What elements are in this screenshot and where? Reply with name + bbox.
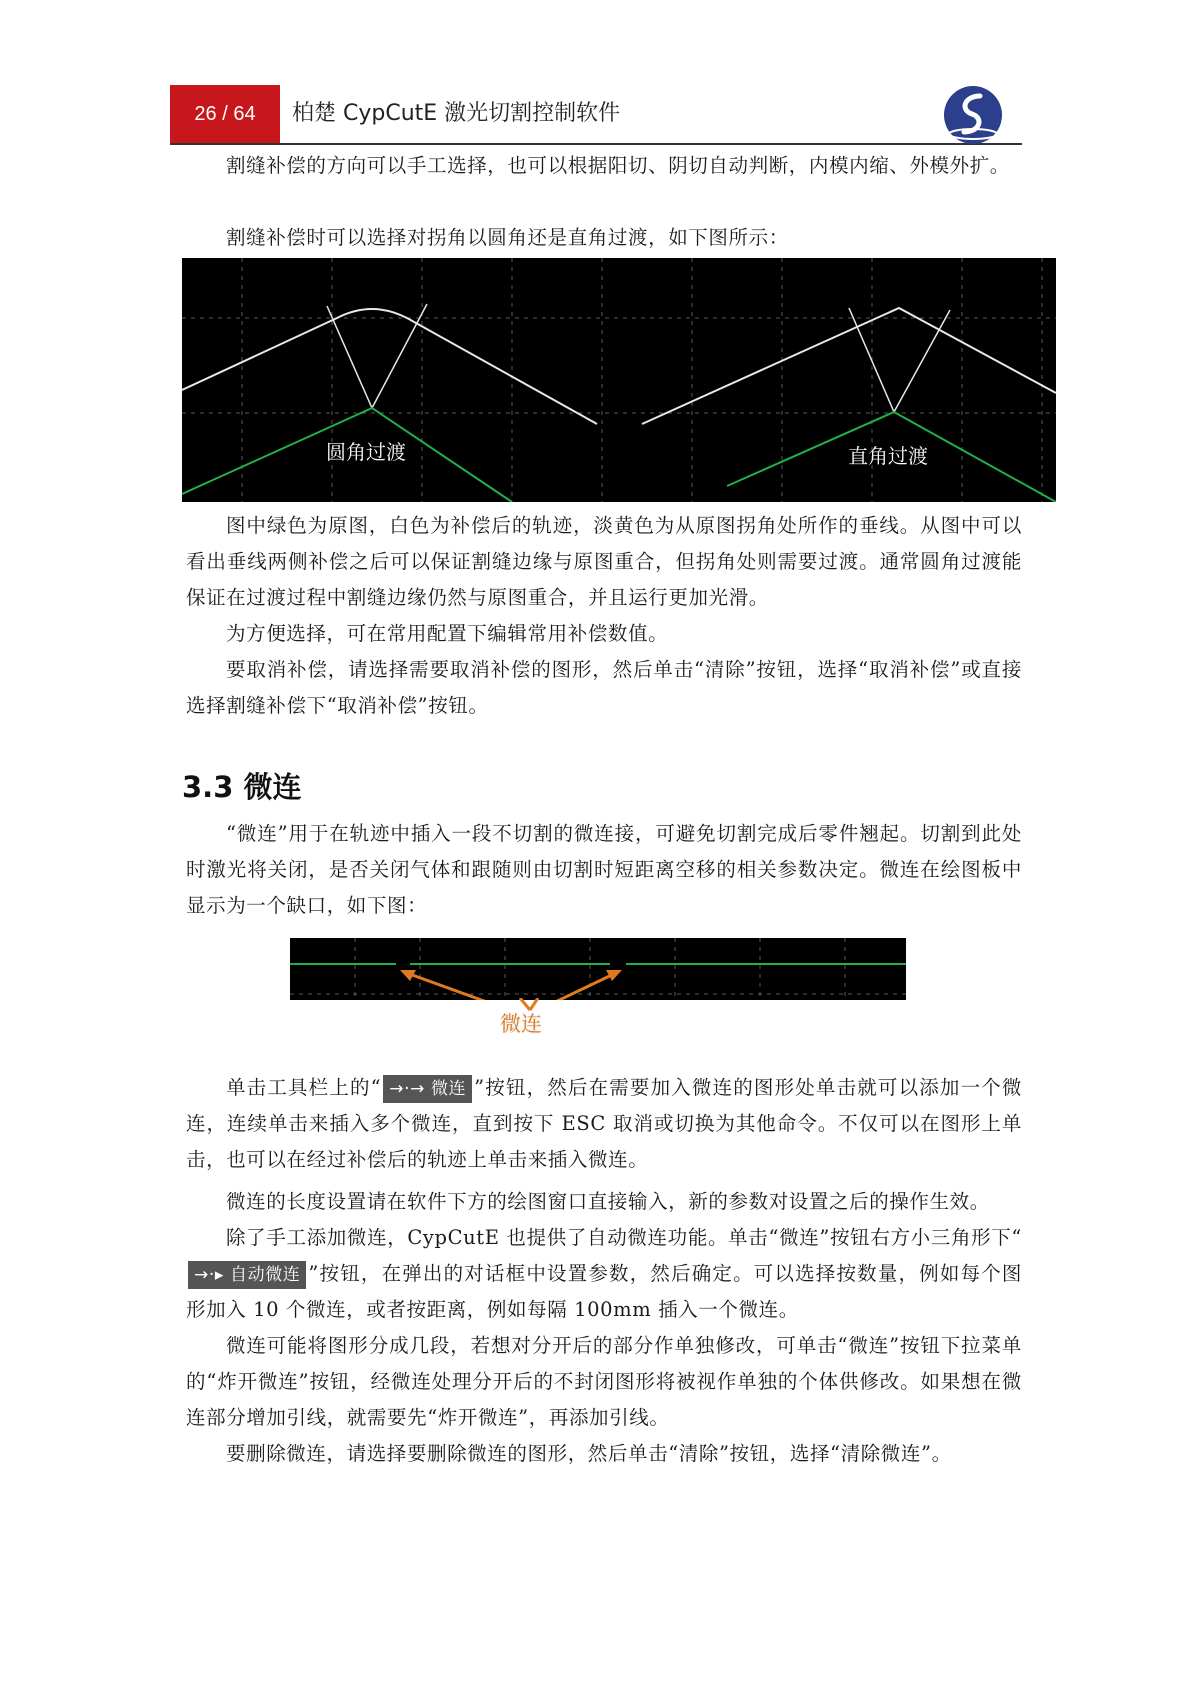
text-before-button: 单击工具栏上的“: [226, 1076, 382, 1099]
section-heading-micro-joint: 3.3 微连: [182, 770, 302, 804]
paragraph-figure-explanation: 图中绿色为原图，白色为补偿后的轨迹，淡黄色为从原图拐角处所作的垂线。从图中可以看出垂线两侧补偿之后可以保证割缝边缘与原图重合，但拐角处则需要过渡。通常圆角过渡能保证在过渡过程中割缝边缘仍然与原图重合，并且运行更加光滑。: [186, 514, 1022, 609]
micro-joint-button-label: 微连: [430, 1078, 467, 1099]
paragraph-delete-micro-joint: 要删除微连，请选择要删除微连的图形，然后单击“清除”按钮，选择“清除微连”。: [226, 1442, 952, 1465]
paragraph-cancel-compensation: 要取消补偿，请选择需要取消补偿的图形，然后单击“清除”按钮，选择“取消补偿”或直接选择割缝补偿下“取消补偿”按钮。: [186, 658, 1022, 717]
page-number-badge: [170, 85, 280, 143]
label-round-transition: 圆角过渡: [326, 440, 406, 464]
offset-path-round: [182, 309, 597, 424]
auto-micro-joint-button-image: [188, 1261, 306, 1289]
paragraph-kerf-direction: 割缝补偿的方向可以手工选择，也可以根据阳切、阴切自动判断，内模内缩、外模外扩。: [226, 154, 1010, 177]
figure-micro-joint: [290, 938, 906, 1000]
paragraph-micro-joint-intro: “微连”用于在轨迹中插入一段不切割的微连接，可避免切割完成后零件翘起。切割到此处时激光将关闭，是否关闭气体和跟随则由切割时短距离空移的相关参数决定。微连在绘图板中显示为一个缺口，如下图：: [186, 822, 1022, 917]
paragraph-auto-micro-joint: [186, 1220, 1022, 1328]
micro-joint-arrow-icon: →‧→: [389, 1078, 431, 1099]
micro-joint-label: 微连: [500, 1012, 542, 1036]
figure-corner-transition: [182, 258, 1056, 502]
header-divider: [170, 143, 1022, 145]
auto-micro-joint-arrow-icon: →‧▸: [194, 1264, 230, 1285]
document-title: 柏楚 CypCutE 激光切割控制软件: [292, 101, 621, 126]
paragraph-explode-micro-joint: 微连可能将图形分成几段，若想对分开后的部分作单独修改，可单击“微连”按钮下拉菜单的“炸开微连”按钮，经微连处理分开后的不封闭图形将被视作单独的个体供修改。如果想在微连部分增加引线，就需要先“炸开微连”，再添加引线。: [186, 1334, 1022, 1429]
page-number: 26 / 64: [194, 102, 256, 125]
paragraph-corner-transition: 割缝补偿时可以选择对拐角以圆角还是直角过渡，如下图所示：: [226, 226, 789, 249]
paragraph-toolbar-micro-joint: [186, 1070, 1022, 1178]
micro-joint-button-image: [383, 1075, 472, 1103]
paragraph-common-values: 为方便选择，可在常用配置下编辑常用补偿数值。: [226, 622, 669, 645]
label-square-transition: 直角过渡: [848, 444, 928, 468]
text-after-auto-button: ”按钮，在弹出的对话框中设置参数，然后确定。可以选择按数量，例如每个图形加入 10 个微连，或者按距离，例如每隔 100mm 插入一个微连。: [186, 1262, 1022, 1321]
micro-joint-drawing: [290, 938, 906, 1000]
paragraph-micro-joint-length: 微连的长度设置请在软件下方的绘图窗口直接输入，新的参数对设置之后的操作生效。: [226, 1190, 990, 1213]
auto-micro-joint-button-label: 自动微连: [230, 1264, 301, 1285]
company-logo-icon: [942, 84, 1004, 146]
text-before-auto-button: 除了手工添加微连，CypCutE 也提供了自动微连功能。单击“微连”按钮右方小三角形下“: [226, 1226, 1022, 1249]
offset-path-square: [642, 308, 1056, 424]
text-after-button: ”按钮，然后在需要加入微连的图形处单击就可以添加一个微连，连续单击来插入多个微连，直到按下 ESC 取消或切换为其他命令。不仅可以在图形上单击，也可以在经过补偿后的轨迹上单击来插入微连。: [186, 1076, 1022, 1171]
